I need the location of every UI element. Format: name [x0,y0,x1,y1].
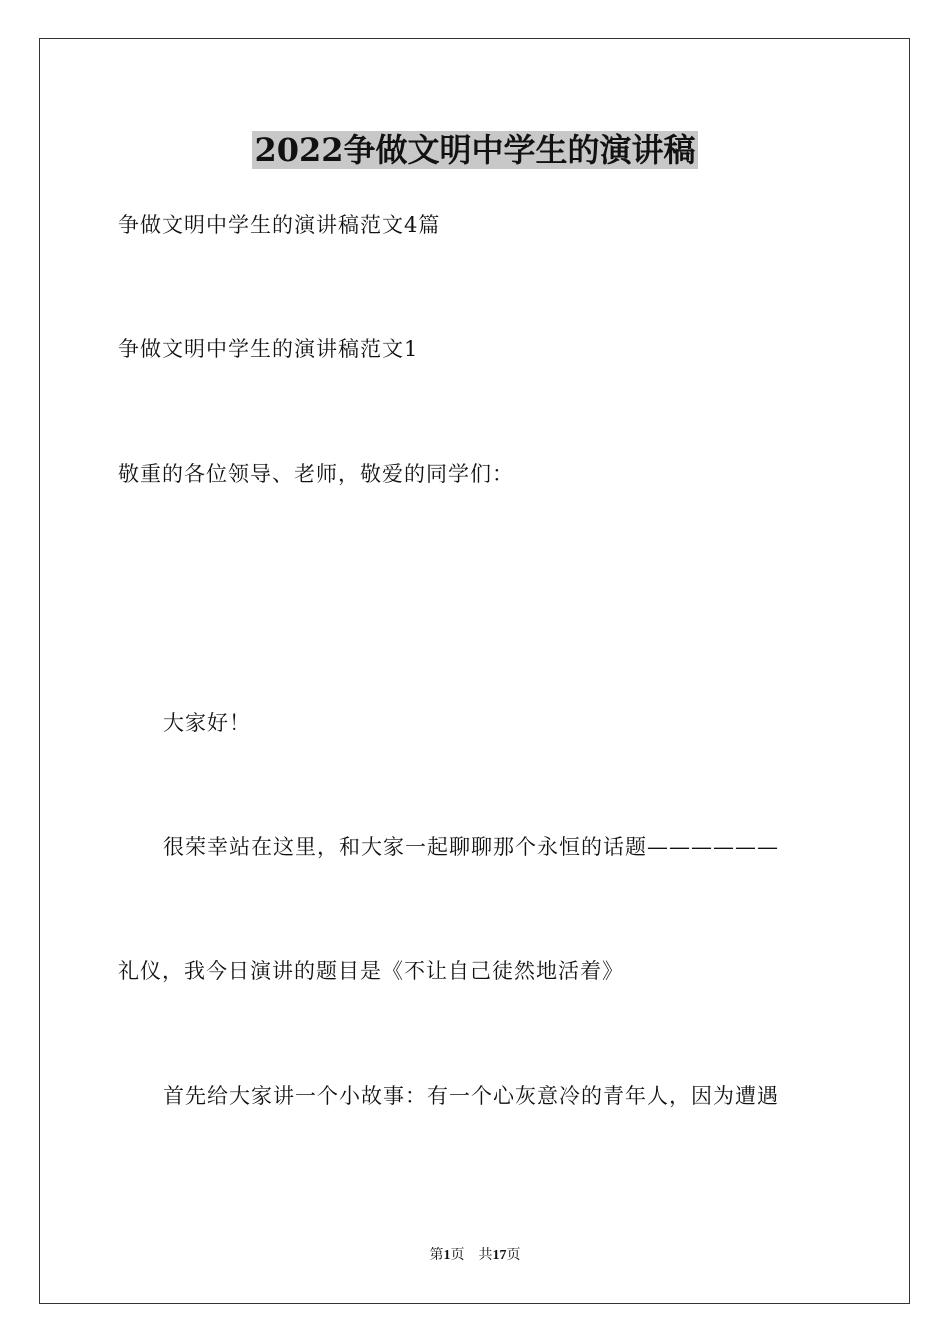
paragraph-salutation: 敬重的各位领导、老师，敬爱的同学们： [118,462,514,486]
paragraph-body-1: 很荣幸站在这里，和大家一起聊聊那个永恒的话题—————— [163,835,779,859]
paragraph-section-heading: 争做文明中学生的演讲稿范文1 [118,337,419,361]
footer-page-suffix: 页 [506,1248,521,1263]
paragraph-subtitle: 争做文明中学生的演讲稿范文4篇 [118,213,441,237]
paragraph-body-1-continued: 礼仪，我今日演讲的题目是《不让自己徒然地活着》 [118,959,624,983]
paragraph-body-2: 首先给大家讲一个小故事：有一个心灰意冷的青年人，因为遭遇 [163,1084,779,1108]
paragraph-greeting: 大家好！ [163,711,251,735]
footer-page-mid: 页 共 [450,1248,493,1263]
document-title [0,128,950,172]
document-title-text: 2022争做文明中学生的演讲稿 [254,131,696,169]
footer-page-prefix: 第 [429,1248,444,1263]
page-footer [0,1246,950,1266]
footer-page-current: 1 [443,1248,451,1263]
footer-page-total: 17 [492,1248,507,1263]
